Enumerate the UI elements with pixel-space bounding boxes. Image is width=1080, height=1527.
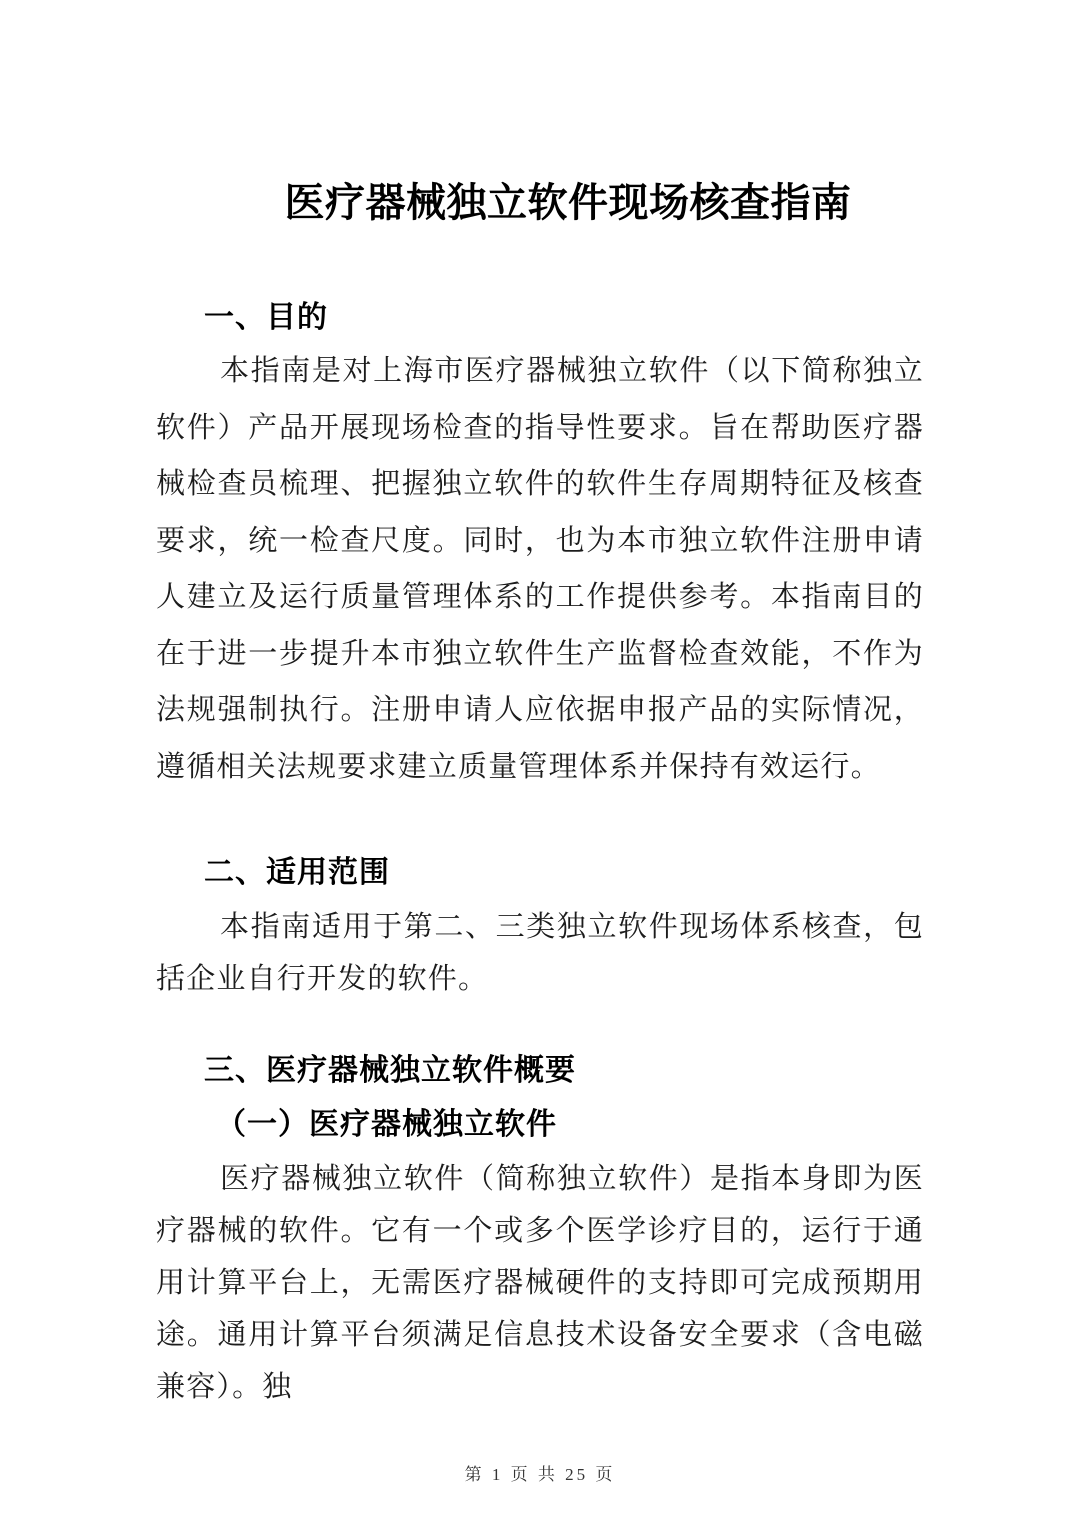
document-content bbox=[0, 172, 1080, 1413]
section-heading-scope: 二、适用范围 bbox=[204, 856, 390, 889]
paragraph-standalone-software: 医疗器械独立软件（简称独立软件）是指本身即为医疗器械的软件。它有一个或多个医学诊疗目的，运行于通用计算平台上，无需医疗器械硬件的支持即可完成预期用途。通用计算平台须满足信息技术设备安全要求（含电磁兼容）。独 bbox=[156, 1163, 924, 1403]
section-overview bbox=[156, 1051, 924, 1413]
paragraph-scope: 本指南适用于第二、三类独立软件现场体系核查，包括企业自行开发的软件。 bbox=[156, 911, 924, 995]
section-scope bbox=[156, 853, 924, 1005]
section-heading-purpose: 一、目的 bbox=[204, 301, 328, 334]
subsection-heading-standalone-software: （一）医疗器械独立软件 bbox=[216, 1108, 557, 1141]
paragraph-purpose: 本指南是对上海市医疗器械独立软件（以下简称独立软件）产品开展现场检查的指导性要求。旨在帮助医疗器械检查员梳理、把握独立软件的软件生存周期特征及核查要求，统一检查尺度。同时，也为本市独立软件注册申请人建立及运行质量管理体系的工作提供参考。本指南目的在于进一步提升本市独立软件生产监督检查效能，不作为法规强制执行。注册申请人应依据申报产品的实际情况，遵循相关法规要求建立质量管理体系并保持有效运行。 bbox=[156, 355, 924, 783]
page-number: 第 1 页 共 25 页 bbox=[464, 1465, 616, 1484]
section-purpose bbox=[156, 298, 924, 795]
section-heading-overview: 三、医疗器械独立软件概要 bbox=[204, 1054, 576, 1087]
document-title: 医疗器械独立软件现场核查指南 bbox=[284, 181, 852, 225]
